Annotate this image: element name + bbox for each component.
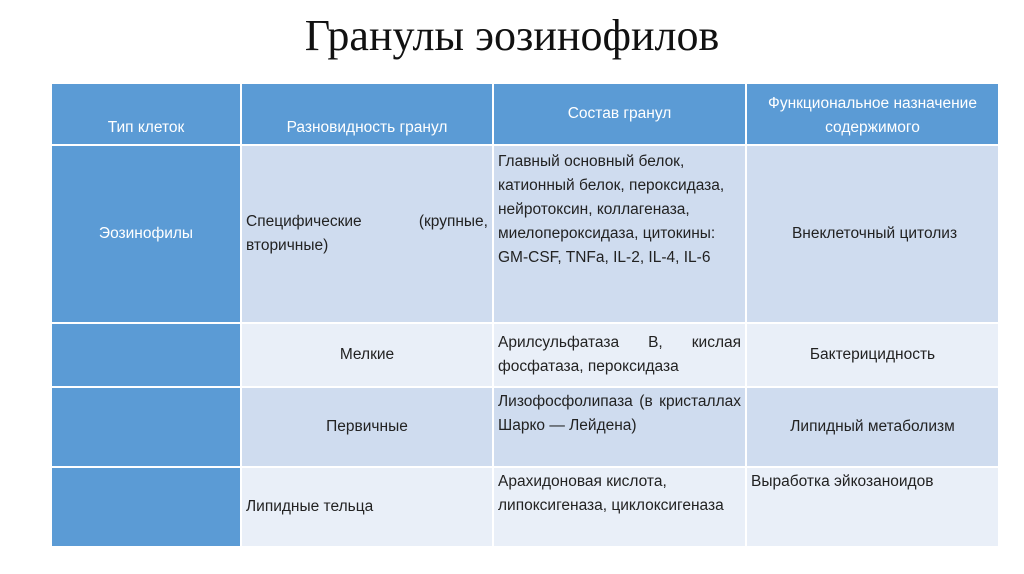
function-cell: Выработка эйкозаноидов: [746, 467, 999, 547]
header-cell-type: Тип клеток: [51, 83, 241, 145]
function-cell: [746, 145, 999, 323]
composition-cell: Арахидоновая кислота, липоксигеназа, циклоксигеназа: [493, 467, 746, 547]
composition-cell: Главный основный белок, катионный белок, пероксидаза, нейротоксин, коллагеназа, миелопероксидаза, цитокины: GM-CSF, TNFa, IL-2, IL-4, IL-6: [493, 145, 746, 323]
table-row: [51, 387, 999, 467]
cell-type-empty: [51, 467, 241, 547]
eosinophil-granules-table: [50, 82, 1000, 548]
variety-cell: Липидные тельца: [241, 467, 493, 547]
variety-cell: Мелкие: [241, 323, 493, 387]
cell-type-empty: [51, 387, 241, 467]
table-row: [51, 323, 999, 387]
function-cell: Бактерицидность: [746, 323, 999, 387]
variety-cell: Специфические (крупные, вторичные): [241, 145, 493, 323]
table-header-row: [51, 83, 999, 145]
table-row: [51, 145, 999, 323]
cell-type-empty: [51, 323, 241, 387]
header-variety: Разновидность гранул: [241, 83, 493, 145]
function-cell: Липидный метаболизм: [746, 387, 999, 467]
slide-title: Гранулы эозинофилов: [304, 11, 720, 60]
header-function: Функциональное назначение содержимого: [746, 83, 999, 145]
table-row: [51, 467, 999, 547]
composition-cell: Лизофосфолипаза (в кристаллах Шарко — Лейдена): [493, 387, 746, 467]
variety-cell: Первичные: [241, 387, 493, 467]
function-text: Внеклеточный цитолиз: [791, 225, 958, 242]
header-composition: Состав гранул: [493, 83, 746, 145]
composition-cell: Арилсульфатаза В, кислая фосфатаза, пероксидаза: [493, 323, 746, 387]
cell-type-eosinophils: Эозинофилы: [51, 145, 241, 323]
